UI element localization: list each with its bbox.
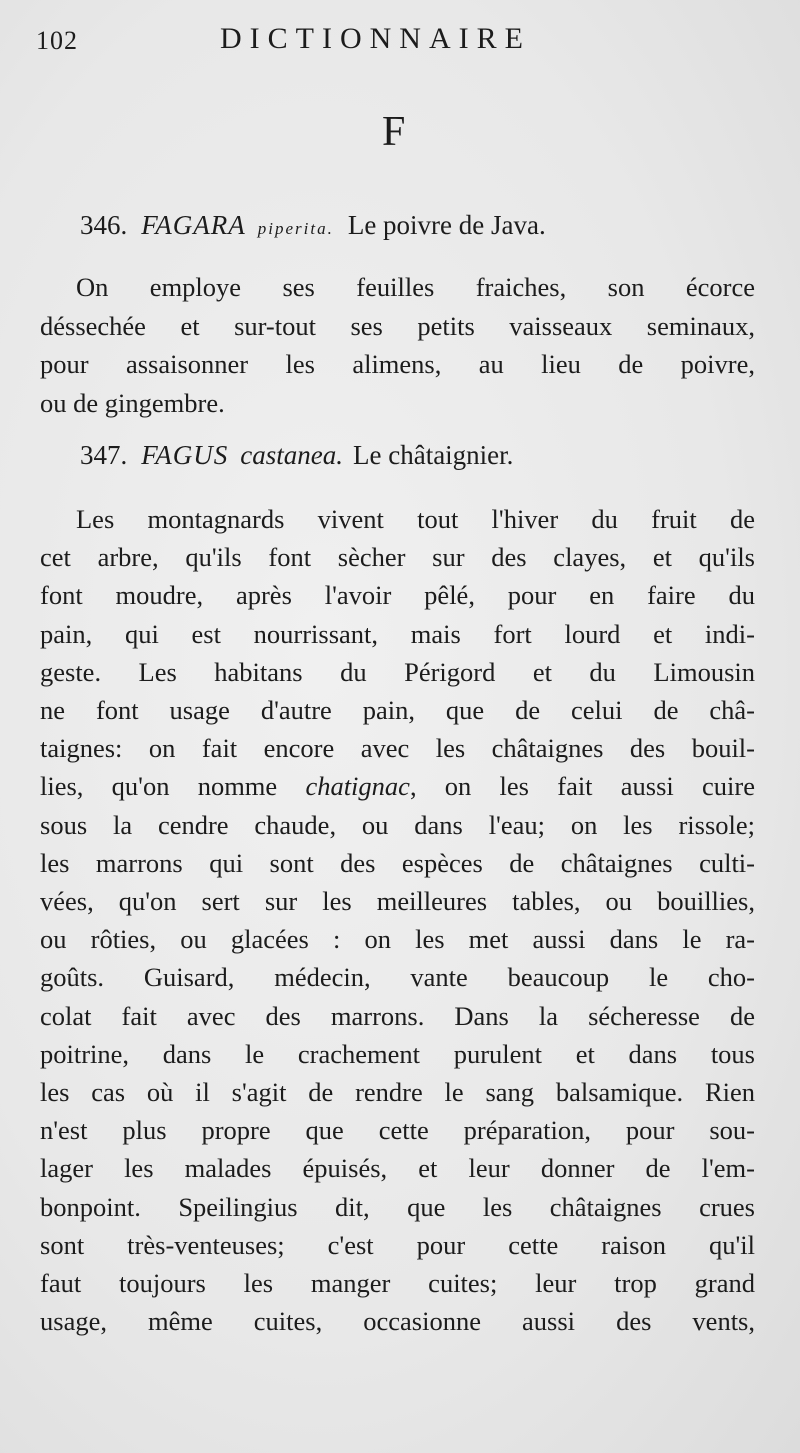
text-line: colat fait avec des marrons. Dans la sécheresse de	[40, 1000, 755, 1031]
section-letter: F	[382, 109, 406, 155]
text-line: poitrine, dans le crachement purulent et dans tous	[40, 1038, 755, 1069]
running-head: DICTIONNAIRE	[220, 22, 531, 55]
text-line: sous la cendre chaude, ou dans l'eau; on les rissole;	[40, 809, 755, 840]
entry-species: piperita.	[257, 219, 334, 238]
text-line-with-italic	[40, 767, 755, 805]
entry-genus: FAGUS	[141, 440, 229, 470]
text-line: usage, même cuites, occasionne aussi des vents,	[40, 1306, 755, 1337]
entry-number: 346.	[80, 210, 128, 240]
page-header	[0, 18, 800, 62]
text-line: pain, qui est nourrissant, mais fort lourd et indi-	[40, 618, 755, 649]
italic-term: chatignac	[305, 771, 410, 802]
text-line: vées, qu'on sert sur les meilleures tables, ou bouillies,	[40, 886, 755, 917]
text-line: On employe ses feuilles fraiches, son écorce	[76, 272, 755, 302]
text-line: n'est plus propre que cette préparation, pour sou-	[40, 1115, 755, 1146]
text-line: bonpoint. Speilingius dit, que les châtaignes crues	[40, 1191, 755, 1222]
entry-number: 347.	[80, 440, 128, 470]
entry-genus: FAGARA	[141, 210, 246, 240]
text-line: ou rôties, ou glacées : on les met aussi dans le ra-	[40, 924, 755, 955]
text-line: les cas où il s'agit de rendre le sang balsamique. Rien	[40, 1077, 755, 1108]
entry-common-name: Le châtaignier.	[353, 440, 514, 470]
text-line: cet arbre, qu'ils font sècher sur des clayes, et qu'ils	[40, 542, 755, 573]
text-line: ou de gingembre.	[40, 387, 225, 418]
text-line: sont très-venteuses; c'est pour cette raison qu'il	[40, 1229, 755, 1260]
text-line: font moudre, après l'avoir pêlé, pour en faire du	[40, 580, 755, 611]
text-line: goûts. Guisard, médecin, vante beaucoup le cho-	[40, 962, 755, 993]
entry-species: castanea.	[240, 440, 343, 470]
text-line: déssechée et sur-tout ses petits vaisseaux seminaux,	[40, 310, 755, 341]
text-line: les marrons qui sont des espèces de châtaignes culti-	[40, 847, 755, 878]
text-segment: , on les fait aussi cuire	[409, 771, 755, 802]
entry-347-text	[40, 500, 755, 1340]
text-line: taignes: on fait encore avec les châtaignes des bouil-	[40, 733, 755, 764]
text-line: Les montagnards vivent tout l'hiver du fruit de	[76, 504, 755, 534]
text-segment: lies, qu'on nomme	[40, 771, 278, 802]
entry-346-heading	[80, 210, 546, 241]
page-number: 102	[36, 26, 78, 55]
entry-347-heading	[80, 440, 513, 471]
text-line: lager les malades épuisés, et leur donner de l'em-	[40, 1153, 755, 1184]
entry-common-name: Le poivre de Java.	[347, 210, 546, 240]
text-line: ne font usage d'autre pain, que de celui de châ-	[40, 695, 755, 726]
entry-346-text	[40, 268, 755, 422]
text-line: geste. Les habitans du Périgord et du Limousin	[40, 656, 755, 687]
text-line: pour assaisonner les alimens, au lieu de poivre,	[40, 349, 755, 379]
text-line: faut toujours les manger cuites; leur trop grand	[40, 1268, 755, 1299]
